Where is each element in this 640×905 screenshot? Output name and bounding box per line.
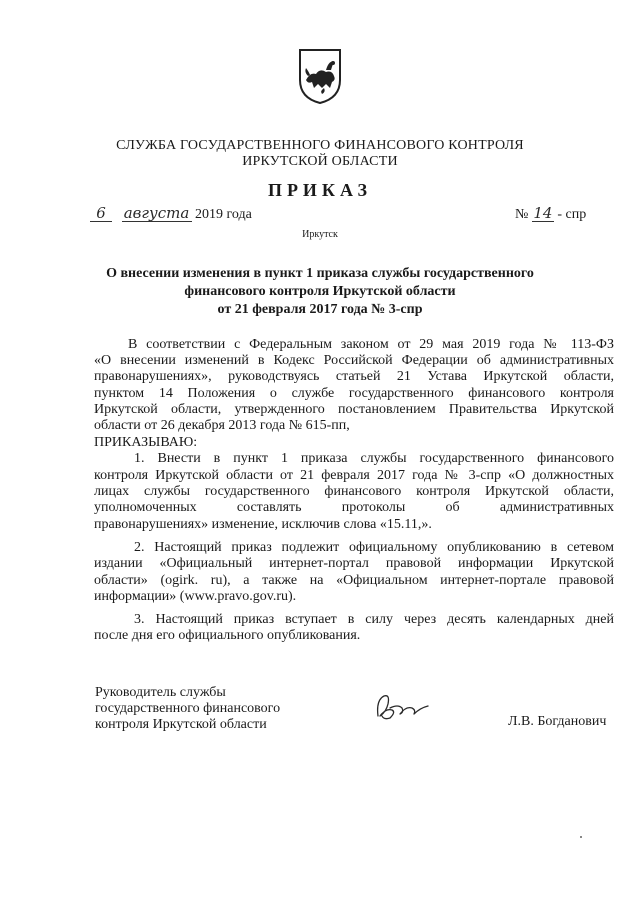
body-line: уполномоченных составлять протоколы об административных <box>94 500 614 515</box>
order-directive: ПРИКАЗЫВАЮ: <box>94 435 198 450</box>
body-line: после дня его официального опубликования. <box>94 628 361 643</box>
body-line: Иркутской области, утвержденного постановлением Правительства Иркутской <box>94 402 614 417</box>
organization-name-line2: ИРКУТСКОЙ ОБЛАСТИ <box>242 154 398 169</box>
order-date <box>90 205 252 223</box>
body-line: области» (ogirk. ru), а также на «Официальном интернет-портале правовой <box>94 573 614 588</box>
date-year: 2019 года <box>195 207 252 222</box>
number-value: 14 <box>533 204 553 222</box>
document-title: ПРИКАЗ <box>267 180 373 200</box>
number-suffix: - спр <box>557 207 587 222</box>
organization-name-line1: СЛУЖБА ГОСУДАРСТВЕННОГО ФИНАНСОВОГО КОНТРОЛЯ <box>116 138 524 153</box>
number-sign: № <box>515 207 529 222</box>
coat-of-arms-icon <box>296 46 344 106</box>
body-line: правонарушениях», руководствуясь статьей 21 Устава Иркутской области, <box>94 369 614 384</box>
body-line: издании «Официальный интернет-портал правовой информации Иркутской <box>94 556 614 571</box>
date-month: августа <box>122 205 192 222</box>
date-day: 6 <box>90 205 112 222</box>
signer-title-line2: государственного финансового <box>95 701 281 716</box>
body-line: 1. Внести в пункт 1 приказа службы государственного финансового <box>134 451 614 466</box>
signer-title-line3: контроля Иркутской области <box>95 717 267 732</box>
body-line: области от 26 декабря 2013 года № 615-пп, <box>94 418 350 433</box>
body-line: правонарушениях» изменение, исключив слова «15.11,». <box>94 517 432 532</box>
body-line: В соответствии с Федеральным законом от 29 мая 2019 года № 113-ФЗ <box>128 337 614 352</box>
body-line: пунктом 14 Положения о службе государственного финансового контроля <box>94 386 614 401</box>
subject-line3: от 21 февраля 2017 года № 3-спр <box>217 302 423 317</box>
body-line: «О внесении изменений в Кодекс Российской Федерации об административных <box>94 353 614 368</box>
order-number <box>515 205 586 223</box>
body-line: контроля Иркутской области от 21 февраля 2017 года № 3-спр «О должностных <box>94 468 614 483</box>
signer-title-line1: Руководитель службы <box>95 685 226 700</box>
body-line: информации» (www.pravo.gov.ru). <box>94 589 297 604</box>
handwritten-signature <box>372 686 432 726</box>
city-label: Иркутск <box>302 229 338 240</box>
signer-name: Л.В. Богданович <box>508 714 607 729</box>
body-line: 2. Настоящий приказ подлежит официальному опубликованию в сетевом <box>134 540 614 555</box>
body-line: 3. Настоящий приказ вступает в силу через десять календарных дней <box>134 612 614 627</box>
scan-speck <box>580 836 582 838</box>
subject-line2: финансового контроля Иркутской области <box>184 284 456 299</box>
subject-line1: О внесении изменения в пункт 1 приказа службы государственного <box>106 266 534 281</box>
body-line: лицах службы государственного финансового контроля Иркутской области, <box>94 484 614 499</box>
